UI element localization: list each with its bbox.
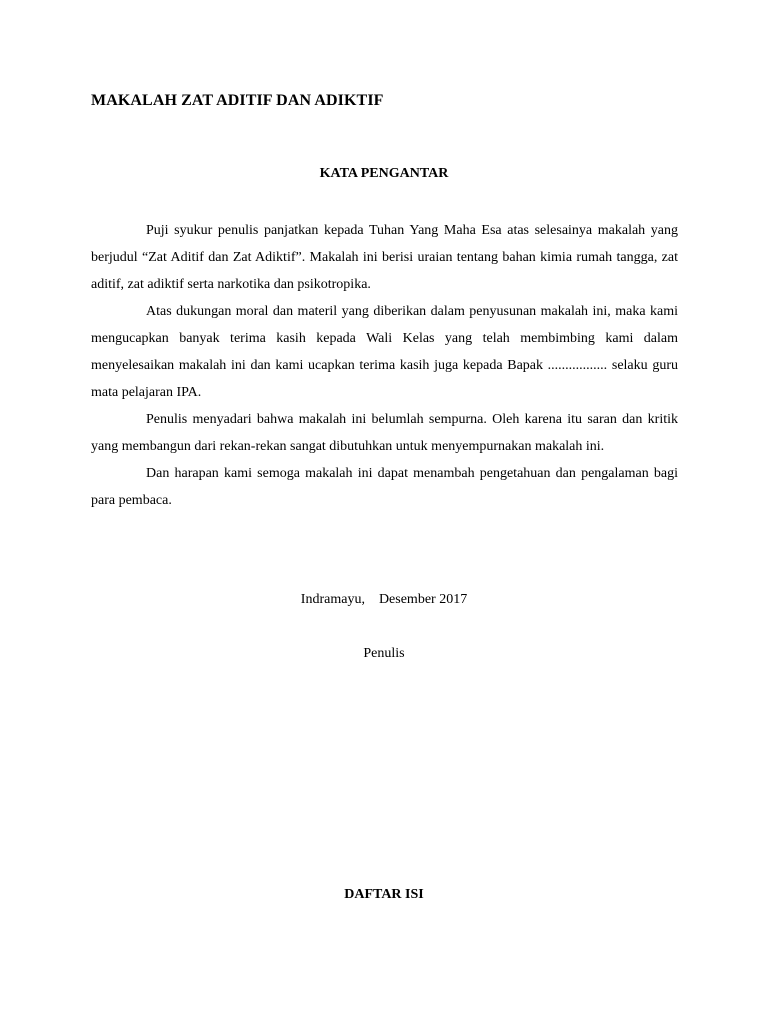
foreword-paragraph: Atas dukungan moral dan materil yang diberikan dalam penyusunan makalah ini, maka kami mengucapkan banyak terima kasih kepada Wali Kelas yang telah membimbing kami dalam menyelesaikan makalah ini dan kami ucapkan terima kasih juga kepada Bapak ................. selaku guru mata pelajaran IPA.: [91, 304, 678, 400]
document-title: MAKALAH ZAT ADITIF DAN ADIKTIF: [91, 92, 384, 109]
foreword-heading: KATA PENGANTAR: [319, 166, 449, 181]
foreword-paragraph: Dan harapan kami semoga makalah ini dapat menambah pengetahuan dan pengalaman bagi para pembaca.: [91, 466, 678, 508]
foreword-paragraph: Puji syukur penulis panjatkan kepada Tuhan Yang Maha Esa atas selesainya makalah yang berjudul “Zat Aditif dan Zat Adiktif”. Makalah ini berisi uraian tentang bahan kimia rumah tangga, zat aditif, zat adiktif serta narkotika dan psikotropika.: [91, 223, 678, 292]
place-date: Indramayu, Desember 2017: [300, 592, 468, 607]
toc-heading: DAFTAR ISI: [344, 887, 424, 902]
foreword-body: [91, 217, 678, 514]
foreword-paragraph: Penulis menyadari bahwa makalah ini belumlah sempurna. Oleh karena itu saran dan kritik yang membangun dari rekan-rekan sangat dibutuhkan untuk menyempurnakan makalah ini.: [91, 412, 678, 454]
author-signature: Penulis: [363, 646, 405, 661]
